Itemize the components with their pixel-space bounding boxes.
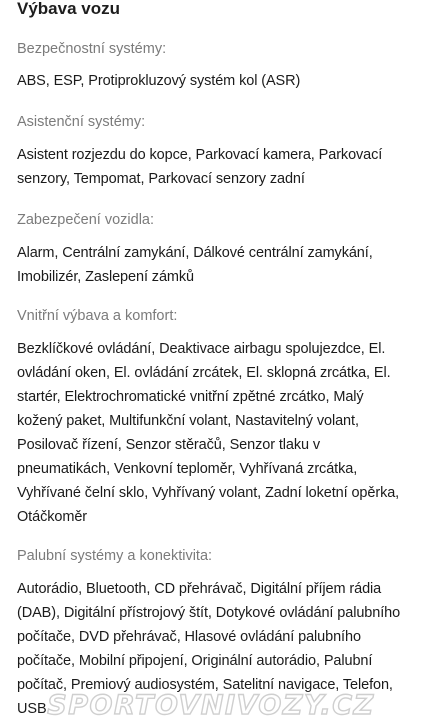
category-label: Palubní systémy a konektivita: [17,548,213,564]
category-safety-systems [17,39,405,93]
category-items: Bezklíčkové ovládání, Deaktivace airbagu spolujezdce, El. ovládání oken, El. ovládání zrcátek, El. sklopná zrcátka, El. startér, Elektrochromatické vnitřní zpětné zrcátko, Malý kožený paket, Multifunkční volant, Nastavitelný volant, Posilovač řízení, Senzor stěračů, Senzor tlaku v pneumatikách, Venkovní teploměr, Vyhřívaná zrcátka, Vyhřívané čelní sklo, Vyhřívaný volant, Zadní loketní opěrka, Otáčkoměr [17,341,400,525]
category-label: Asistenční systémy: [17,114,146,130]
category-items: Autorádio, Bluetooth, CD přehrávač, Digitální příjem rádia (DAB), Digitální přístrojový štít, Dotykové ovládání palubního počítače, DVD přehrávač, Hlasové ovládání palubního počítače, Mobilní připojení, Originální autorádio, Palubní počítač, Premiový audiosystém, Satelitní navigace, Telefon, USB [17,581,401,717]
category-interior-comfort [17,306,405,529]
category-items: Asistent rozjezdu do kopce, Parkovací kamera, Parkovací senzory, Tempomat, Parkovací senzory zadní [17,147,383,187]
category-label: Bezpečnostní systémy: [17,41,167,57]
category-vehicle-security [17,210,405,289]
category-label: Zabezpečení vozidla: [17,212,155,228]
category-assistance-systems [17,112,405,191]
category-items: ABS, ESP, Protiprokluzový systém kol (ASR) [17,73,301,89]
page-title: Výbava vozu [17,0,120,18]
category-items: Alarm, Centrální zamykání, Dálkové centrální zamykání, Imobilizér, Zaslepení zámků [17,245,373,285]
watermark-text: SPORTOVNIVOZY.CZ [47,690,375,721]
category-label: Vnitřní výbava a komfort: [17,308,178,324]
category-onboard-connectivity [17,546,405,721]
